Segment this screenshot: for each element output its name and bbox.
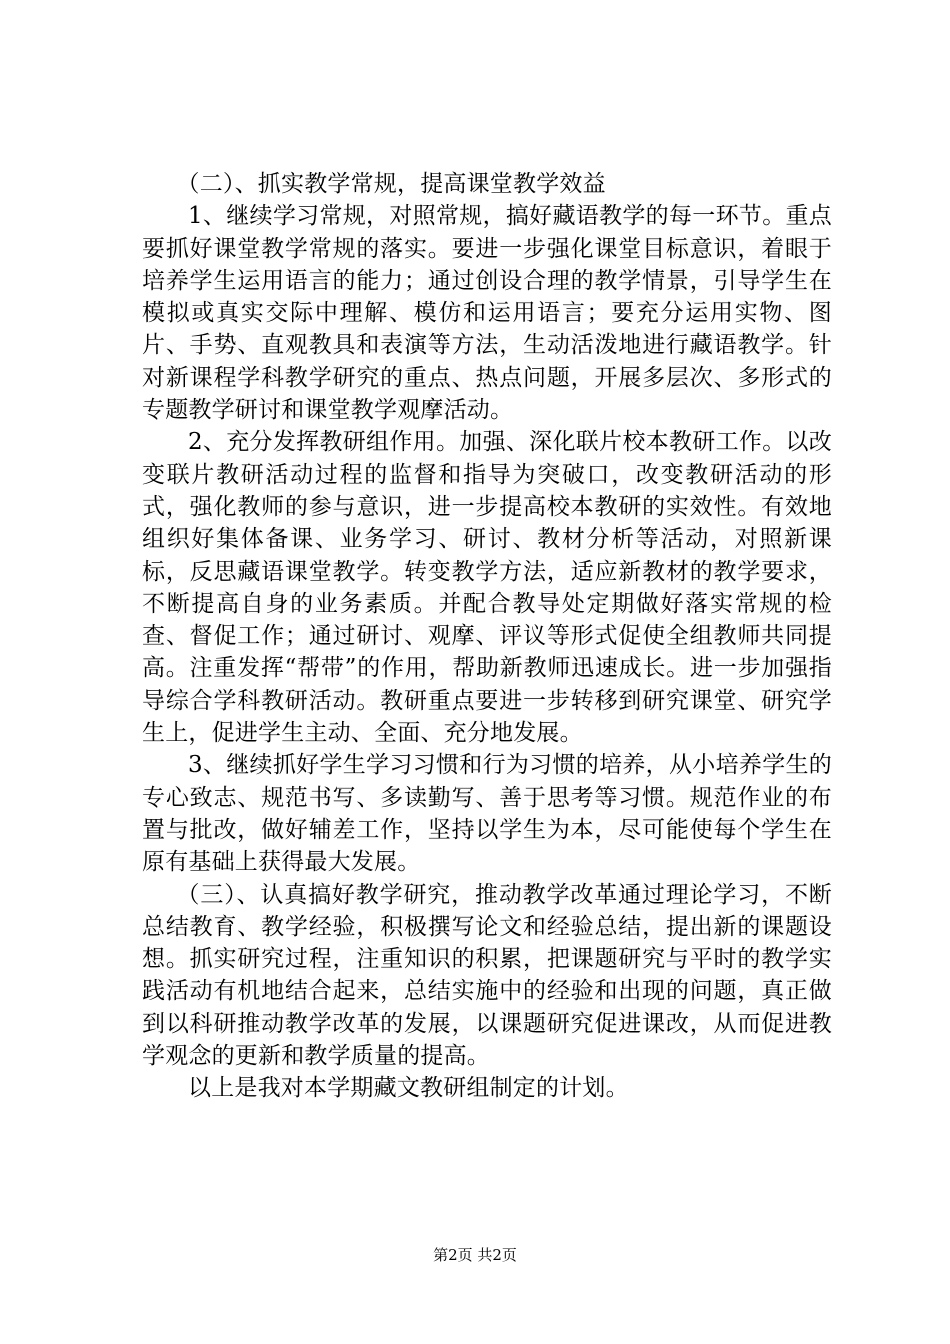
closing-paragraph: 以上是我对本学期藏文教研组制定的计划。 [188, 1075, 629, 1102]
section-heading-two: （二）、抓实教学常规，提高课堂教学效益 [176, 171, 606, 197]
paragraph-item-2: 2、充分发挥教研组作用。加强、深化联片校本教研工作。以改变联片教研活动过程的监督和指导为突破口，改变教研活动的形式，强化教师的参与意识，进一步提高校本教研的实效性。有效地组织好集体备课、业务学习、研讨、教材分析等活动，对照新课标，反思藏语课堂教学。转变教学方法，适应新教材的教学要求，不断提高自身的业务素质。并配合教导处定期做好落实常规的检查、督促工作；通过研讨、观摩、评议等形式促使全组教师共同提高。注重发挥“帮带”的作用，帮助新教师迅速成长。进一步加强指导综合学科教研活动。教研重点要进一步转移到研究课堂、研究学生上，促进学生主动、全面、充分地发展。 [142, 429, 832, 747]
document-body [142, 168, 832, 1105]
paragraph-item-1: 1、继续学习常规，对照常规，搞好藏语教学的每一环节。重点要抓好课堂教学常规的落实。要进一步强化课堂目标意识，着眼于培养学生运用语言的能力；通过创设合理的教学情景，引导学生在模拟或真实交际中理解、模仿和运用语言；要充分运用实物、图片、手势、直观教具和表演等方法，生动活泼地进行藏语教学。针对新课程学科教学研究的重点、热点问题，开展多层次、多形式的专题教学研讨和课堂教学观摩活动。 [142, 203, 832, 424]
section-heading-three: （三）、认真搞好教学研究，推动教学改革通过理论学习，不断总结教育、教学经验，积极撰写论文和经验总结，提出新的课题设想。抓实研究过程，注重知识的积累，把课题研究与平时的教学实践活动有机地结合起来，总结实施中的经验和出现的问题，真正做到以科研推动教学改革的发展，以课题研究促进课改，从而促进教学观念的更新和教学质量的提高。 [142, 881, 832, 1070]
paragraph-item-3: 3、继续抓好学生学习习惯和行为习惯的培养，从小培养学生的专心致志、规范书写、多读勤写、善于思考等习惯。规范作业的布置与批改，做好辅差工作，坚持以学生为本，尽可能使每个学生在原有基础上获得最大发展。 [142, 752, 832, 876]
page-number-footer: 第2页 共2页 [433, 1246, 517, 1264]
